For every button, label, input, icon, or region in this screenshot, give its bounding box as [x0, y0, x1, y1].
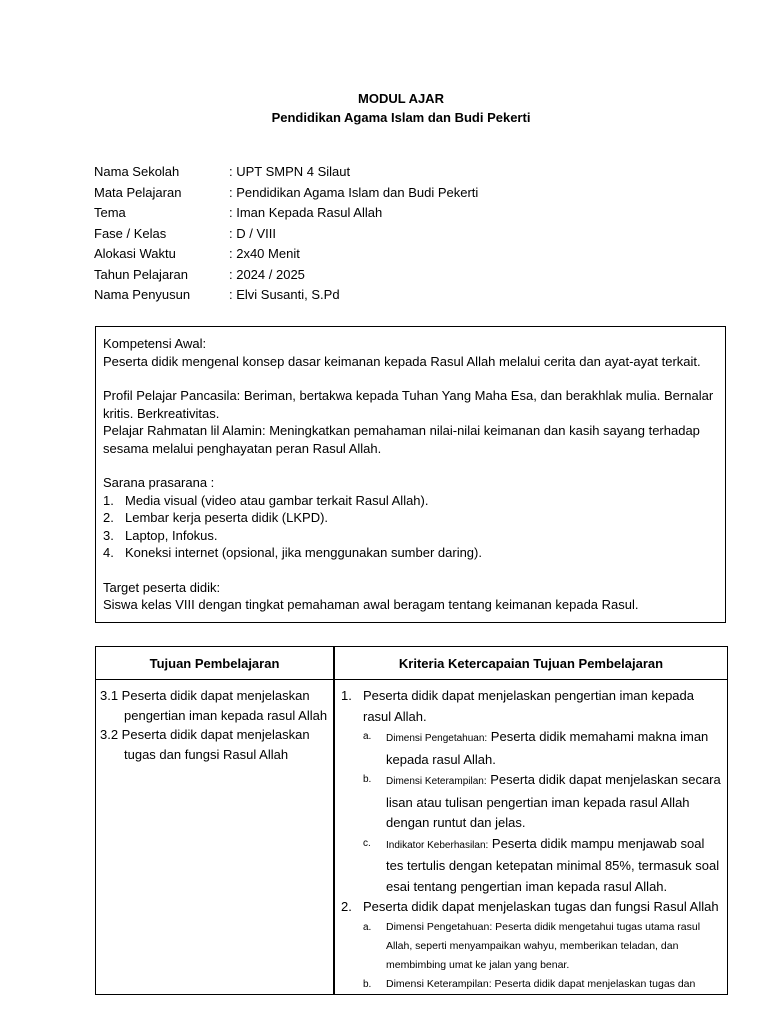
target-label: Target peserta didik: — [103, 579, 221, 595]
kriteria-subitem — [363, 727, 723, 770]
info-label: Tema — [94, 205, 126, 220]
list-number: 3. — [103, 527, 114, 543]
document-title: MODUL AJAR — [358, 91, 444, 106]
dimension-label: Dimensi Keterampilan: — [386, 776, 487, 787]
list-item — [103, 509, 718, 527]
document-subtitle: Pendidikan Agama Islam dan Budi Pekerti — [271, 110, 531, 125]
dimension-label: Dimensi Pengetahuan: — [386, 920, 493, 933]
list-number: 2. — [341, 899, 352, 914]
list-number: 1. — [341, 688, 352, 703]
info-value: : 2x40 Menit — [229, 246, 300, 261]
kompetensi-box — [95, 326, 726, 623]
list-text: Lembar kerja peserta didik (LKPD). — [125, 510, 329, 525]
info-row — [94, 162, 478, 183]
kriteria-subitem — [363, 834, 723, 898]
info-label: Fase / Kelas — [94, 225, 167, 241]
profil-pancasila-text: Profil Pelajar Pancasila: Beriman, bertakwa kepada Tuhan Yang Maha Esa, dan berakhlak mulia. Bernalar kritis. Berkreativitas. — [103, 388, 714, 421]
dimension-label: Dimensi Keterampilan: — [386, 977, 492, 990]
info-row — [94, 203, 478, 224]
kriteria-subitem — [363, 918, 723, 975]
kompetensi-label: Kompetensi Awal: — [103, 336, 207, 351]
list-number: 4. — [103, 545, 114, 560]
kriteria-text: Peserta didik dapat menjelaskan pengertian iman kepada rasul Allah. — [363, 688, 694, 724]
list-item — [103, 492, 718, 510]
dimension-text: Peserta didik mengetahui tugas utama rasul Allah, seperti menyampaikan wahyu, memberikan teladan, dan membimbing umat ke jalan yang benar. — [386, 920, 701, 971]
info-label: Mata Pelajaran — [94, 184, 182, 200]
tujuan-item-line: pengertian iman kepada rasul Allah — [124, 707, 328, 723]
dimension-text: Peserta didik memahami makna iman kepada rasul Allah. — [386, 729, 709, 767]
list-item — [103, 544, 718, 562]
info-value: : Iman Kepada Rasul Allah — [229, 205, 383, 220]
info-label: Nama Penyusun — [94, 287, 191, 302]
info-value: : UPT SMPN 4 Silaut — [229, 164, 351, 179]
info-row — [94, 224, 478, 245]
info-row — [94, 265, 478, 286]
tujuan-item-line: tugas dan fungsi Rasul Allah — [124, 746, 289, 762]
info-value: : D / VIII — [229, 225, 276, 241]
list-text: Laptop, Infokus. — [125, 527, 218, 543]
info-value: : Pendidikan Agama Islam dan Budi Pekerti — [229, 184, 479, 200]
list-letter: a. — [363, 921, 372, 933]
sarana-list — [103, 492, 718, 562]
list-number: 1. — [103, 492, 114, 508]
info-row — [94, 183, 478, 204]
dimension-text: Peserta didik mampu menjawab soal tes tertulis dengan ketepatan minimal 85%, termasuk soal esai tentang pengertian iman kepada rasul Allah. — [386, 835, 720, 894]
list-text: Koneksi internet (opsional, jika menggunakan sumber daring). — [125, 545, 482, 560]
info-value: : 2024 / 2025 — [229, 266, 305, 282]
table-header-kriteria: Kriteria Ketercapaian Tujuan Pembelajaran — [334, 647, 728, 680]
list-letter: b. — [363, 978, 372, 990]
list-text: Media visual (video atau gambar terkait Rasul Allah). — [125, 492, 429, 508]
dimension-text: Peserta didik dapat menjelaskan secara lisan atau tulisan pengertian iman kepada rasul Allah dengan runtut dan jelas. — [386, 772, 721, 830]
kriteria-subitem — [363, 770, 723, 834]
list-letter: a. — [363, 731, 372, 742]
dimension-label: Indikator Keberhasilan: — [386, 839, 489, 851]
tujuan-cell — [96, 680, 335, 995]
rahmatan-text: Pelajar Rahmatan lil Alamin: Meningkatkan pemahaman nilai-nilai keimanan dan kasih sayang terhadap sesama melalui penghayatan peran Rasul Allah. — [103, 423, 700, 456]
info-label: Alokasi Waktu — [94, 246, 176, 261]
info-row — [94, 244, 478, 265]
list-letter: b. — [363, 774, 372, 785]
kriteria-cell — [334, 680, 728, 995]
kriteria-text: Peserta didik dapat menjelaskan tugas dan fungsi Rasul Allah — [363, 899, 719, 914]
list-letter: c. — [363, 837, 371, 849]
dimension-label: Dimensi Pengetahuan: — [386, 733, 488, 744]
tujuan-table — [95, 646, 728, 995]
list-number: 2. — [103, 510, 114, 525]
table-header-tujuan: Tujuan Pembelajaran — [96, 647, 335, 680]
kriteria-item — [341, 897, 723, 918]
kriteria-subitem — [363, 975, 723, 994]
list-item — [103, 527, 718, 545]
info-label: Tahun Pelajaran — [94, 266, 188, 282]
kriteria-item — [341, 686, 723, 727]
tujuan-item-line: 3.1 Peserta didik dapat menjelaskan — [100, 688, 310, 703]
target-text: Siswa kelas VIII dengan tingkat pemahaman awal beragam tentang keimanan kepada Rasul. — [103, 597, 639, 612]
tujuan-item-line: 3.2 Peserta didik dapat menjelaskan — [100, 727, 310, 742]
dimension-text: Peserta didik dapat menjelaskan tugas dan — [491, 977, 696, 990]
info-value: : Elvi Susanti, S.Pd — [229, 287, 340, 302]
kompetensi-text: Peserta didik mengenal konsep dasar keimanan kepada Rasul Allah melalui cerita dan ayat-ayat terkait. — [103, 353, 701, 369]
sarana-label: Sarana prasarana : — [103, 475, 215, 490]
info-row — [94, 285, 478, 306]
info-label: Nama Sekolah — [94, 164, 180, 179]
identity-info — [94, 162, 478, 306]
